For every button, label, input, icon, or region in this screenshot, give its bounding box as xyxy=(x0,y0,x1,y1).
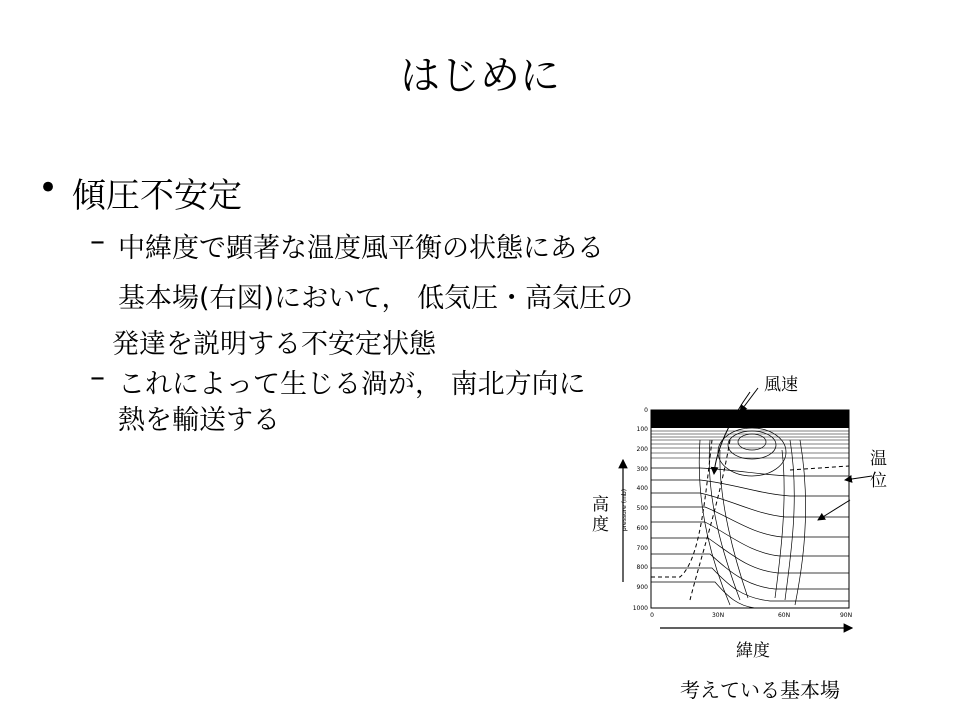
figure-label-wind: 風速 xyxy=(764,375,798,395)
subbullet-2-line-2: 熱を輸送する xyxy=(118,405,280,436)
y-tick-400: 400 xyxy=(636,485,648,492)
subbullet-2-line-1: これによって生じる渦が， 南北方向に xyxy=(118,369,586,400)
x-tick-labels xyxy=(650,612,852,619)
subbullet-1-line-3: 発達を説明する不安定状態 xyxy=(112,329,436,360)
figure-label-height-2: 度 xyxy=(592,515,609,535)
figure-caption: 考えている基本場 xyxy=(680,678,840,702)
figure-label-theta-2: 位 xyxy=(870,471,887,491)
y-tick-0: 0 xyxy=(644,407,648,414)
y-tick-100: 100 xyxy=(636,426,648,433)
y-tick-600: 600 xyxy=(636,525,648,532)
subbullet-1-line-2: 基本場(右図)において， 低気圧・高気圧の xyxy=(118,283,634,314)
x-tick-90n: 90N xyxy=(839,612,853,619)
figure-label-height-1: 高 xyxy=(592,495,609,515)
y-tick-900: 900 xyxy=(636,584,648,591)
y-tick-300: 300 xyxy=(636,466,648,473)
y-axis-label: pressure (mb) xyxy=(621,488,628,532)
y-tick-500: 500 xyxy=(636,505,648,512)
bullet-marker: • xyxy=(38,168,59,208)
slide-title: はじめに xyxy=(400,53,560,99)
figure-label-latitude: 緯度 xyxy=(736,641,770,661)
y-tick-200: 200 xyxy=(636,446,648,453)
y-tick-1000: 1000 xyxy=(632,605,648,612)
wind-pointer-arrow xyxy=(740,388,758,412)
x-tick-0: 0 xyxy=(650,612,654,619)
y-tick-700: 700 xyxy=(636,545,648,552)
x-tick-60n: 60N xyxy=(777,612,791,619)
y-tick-800: 800 xyxy=(636,564,648,571)
x-tick-30n: 30N xyxy=(711,612,725,619)
figure-label-theta-1: 温 xyxy=(870,449,887,469)
subbullet-1-line-1: 中緯度で顕著な温度風平衡の状態にある xyxy=(118,233,604,264)
stratosphere-band xyxy=(651,410,849,428)
bullet-text: 傾圧不安定 xyxy=(72,176,242,216)
y-tick-labels xyxy=(633,407,648,612)
subbullet-marker-1: – xyxy=(90,224,105,259)
subbullet-marker-2: – xyxy=(90,360,105,395)
